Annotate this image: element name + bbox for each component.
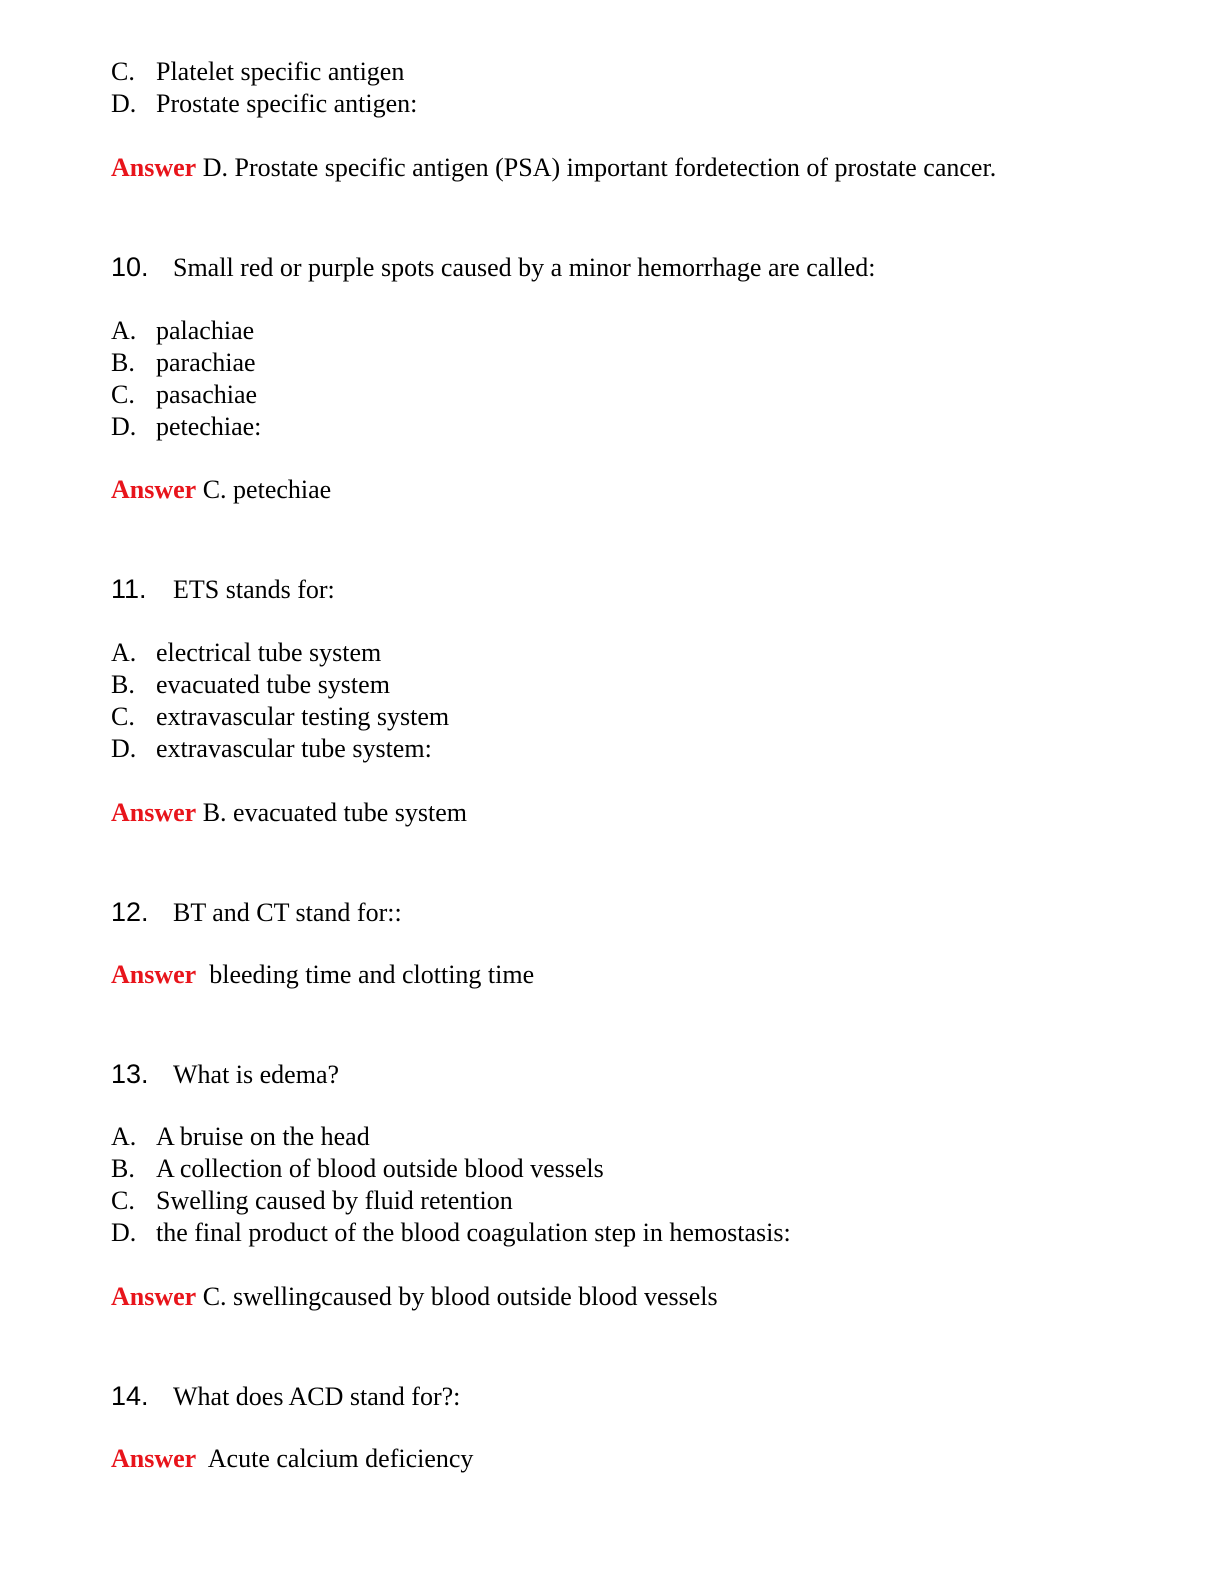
question-text: ETS stands for: bbox=[173, 575, 335, 604]
option-a: A. palachiae bbox=[111, 316, 255, 345]
answer-line bbox=[111, 474, 331, 506]
question-number: 13. bbox=[111, 1059, 149, 1089]
answer-label: Answer bbox=[111, 475, 197, 504]
option-b: B. evacuated tube system bbox=[111, 670, 390, 699]
question-number: 10. bbox=[111, 252, 149, 282]
option-d: D. Prostate specific antigen: bbox=[111, 89, 418, 118]
answer-label: Answer bbox=[111, 1444, 197, 1473]
option-b: B. A collection of blood outside blood vessels bbox=[111, 1154, 604, 1183]
option-c: C. pasachiae bbox=[111, 380, 258, 409]
answer-text: C. swellingcaused by blood outside blood vessels bbox=[196, 1282, 718, 1311]
question-number: 11. bbox=[111, 574, 147, 604]
question-number: 14. bbox=[111, 1381, 149, 1411]
answer-label: Answer bbox=[111, 1282, 197, 1311]
option-d: D. petechiae: bbox=[111, 412, 262, 441]
option-b: B. parachiae bbox=[111, 348, 256, 377]
question-11 bbox=[111, 573, 335, 606]
question-text: What is edema? bbox=[173, 1060, 340, 1089]
option-d: D. extravascular tube system: bbox=[111, 734, 432, 763]
answer-label: Answer bbox=[111, 798, 197, 827]
answer-line bbox=[111, 959, 534, 991]
option-c: C. Platelet specific antigen bbox=[111, 57, 405, 86]
question-text: What does ACD stand for?: bbox=[173, 1382, 461, 1411]
option-a: A. electrical tube system bbox=[111, 638, 382, 667]
question-10 bbox=[111, 251, 875, 284]
answer-text: D. Prostate specific antigen (PSA) important fordetection of prostate cancer. bbox=[196, 153, 997, 182]
question-number: 12. bbox=[111, 897, 149, 927]
answer-line bbox=[111, 1281, 718, 1313]
option-c: C. Swelling caused by fluid retention bbox=[111, 1186, 513, 1215]
answer-text: B. evacuated tube system bbox=[196, 798, 467, 827]
answer-line bbox=[111, 152, 996, 184]
question-14 bbox=[111, 1380, 460, 1413]
answer-text: C. petechiae bbox=[196, 475, 332, 504]
question-text: BT and CT stand for:: bbox=[173, 898, 402, 927]
option-a: A. A bruise on the head bbox=[111, 1122, 370, 1151]
answer-text: Acute calcium deficiency bbox=[196, 1444, 474, 1473]
answer-text: bleeding time and clotting time bbox=[196, 960, 535, 989]
answer-label: Answer bbox=[111, 153, 197, 182]
question-12 bbox=[111, 896, 402, 929]
question-text: Small red or purple spots caused by a minor hemorrhage are called: bbox=[173, 253, 876, 282]
question-13 bbox=[111, 1058, 339, 1091]
answer-line bbox=[111, 797, 467, 829]
answer-label: Answer bbox=[111, 960, 197, 989]
option-c: C. extravascular testing system bbox=[111, 702, 450, 731]
answer-line bbox=[111, 1443, 473, 1475]
option-d: D. the final product of the blood coagulation step in hemostasis: bbox=[111, 1218, 791, 1247]
